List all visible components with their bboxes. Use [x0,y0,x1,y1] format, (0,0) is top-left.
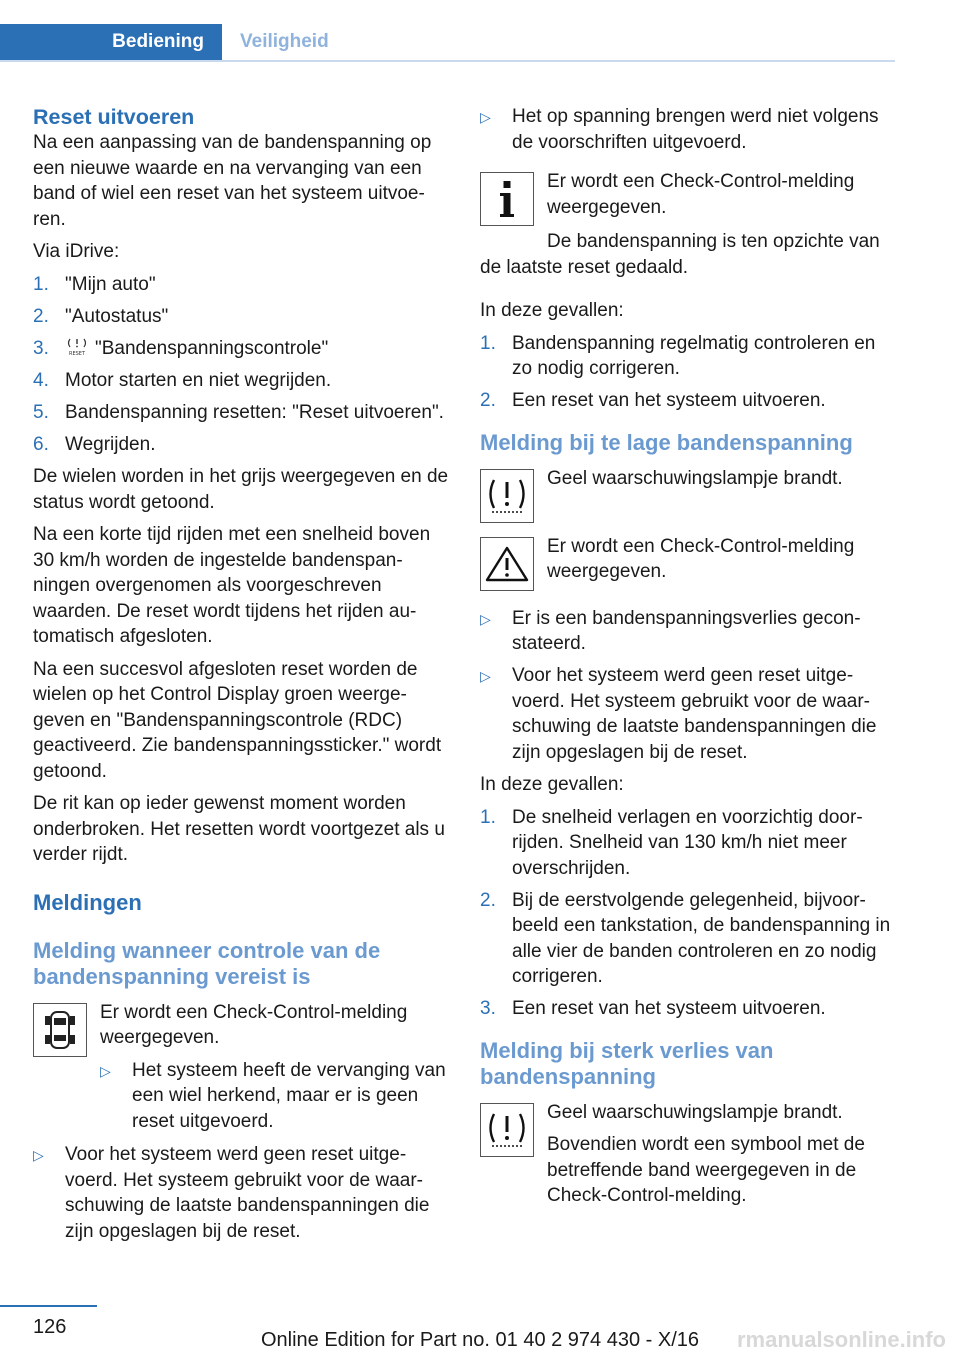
step-text: Bandenspanning resetten: "Reset uitvoeren". [65,401,444,423]
in-deze-gevallen-2: In deze gevallen: [480,774,624,795]
sterk-lamp-block [480,1100,896,1209]
step-text: Een reset van het systeem uitvoeren. [512,390,826,411]
paragraph-status: De wielen worden in het grijs weergegeven en de status wordt getoond. [33,466,449,513]
bullet-text: Voor het systeem werd geen reset uitgevoerd. Het systeem gebruikt voor de waarschuwing de laatste bandenspanningen die zijn opgeslagen bij de reset. [512,665,877,763]
list-item [33,368,449,394]
step-number: 2. [480,390,496,411]
sterk-symbol-text: Bovendien wordt een symbool met de betreffende band weergegeven in de Check-Control-melding. [547,1134,865,1206]
step-number: 3. [480,998,496,1019]
step-text: Wegrijden. [65,433,156,455]
step-text: Bandenspanning regelmatig controleren en zo nodig corrigeren. [512,332,876,379]
list-item [480,388,896,414]
warning-triangle-icon [480,537,534,591]
list-item [480,805,896,882]
tire-pressure-warning-icon [480,1103,534,1157]
edition-text: Online Edition for Part no. 01 40 2 974 430 - X/16 [260,1329,700,1351]
info-message: Er wordt een Check-Control-melding weergegeven. [547,171,855,218]
page-header [0,24,895,62]
tire-reset-icon [65,337,89,357]
page-number: 126 [33,1316,67,1338]
step-text: "Bandenspanningscontrole" [95,337,329,359]
list-item [100,1058,449,1135]
sterk-verlies-title: Melding bij sterk verlies van bandenspanning [480,1037,774,1089]
tire-pressure-warning-icon [480,469,534,523]
list-item [480,663,896,765]
step-number: 5. [33,401,49,423]
list-item [480,606,896,657]
lage-bullets [480,606,896,766]
tab-veiligheid[interactable]: Veiligheid [240,31,329,52]
step-text: Bij de eerstvolgende gelegenheid, bijvoorbeeld een tankstation, de bandenspanning in alle vier de banden controleren en zo nodig corrigeren. [512,889,891,987]
list-item [33,336,449,362]
triangle-bullet-icon: ▷ [100,1062,111,1079]
car-top-view-icon [33,1003,87,1057]
step-text: Motor starten en niet wegrijden. [65,369,332,391]
bullet-text: Het op spanning brengen werd niet volgens de voorschriften uitgevoerd. [512,106,879,153]
step-number: 2. [480,889,496,911]
paragraph-speed: Na een korte tijd rijden met een snelheid boven 30 km/h worden de ingestelde bandenspanningen overgenomen als voorgeschreven waarden. De reset wordt tijdens het rijden automatisch afgesloten. [33,524,431,647]
bullet-text: Er is een bandenspanningsverlies geconstateerd. [512,607,861,654]
step-number: 2. [33,305,49,327]
list-item [33,272,449,298]
lage-lamp-text: Geel waarschuwingslampje brandt. [547,467,843,489]
list-item [480,996,896,1022]
step-number: 3. [33,337,49,359]
triangle-bullet-icon: ▷ [33,1147,44,1163]
warning-lamp-block [480,466,896,526]
footer-divider [0,1305,97,1307]
steps-b [480,805,896,1022]
no-reset-bullet-list [33,1142,449,1244]
list-item [480,104,896,155]
step-number: 1. [33,273,49,295]
step-number: 1. [480,332,496,354]
info-pressure-dropped: De bandenspanning is ten opzichte van de laatste reset gedaald. [480,231,880,278]
step-text: "Autostatus" [65,305,169,327]
triangle-bullet-icon: ▷ [480,109,491,125]
car-icon-message: Er wordt een Check-Control-melding weergegeven. [100,1001,408,1048]
step-number: 6. [33,433,49,455]
step-text: De snelheid verlagen en voorzichtig doorrijden. Snelheid van 130 km/h niet meer overschrijden. [512,806,863,879]
warning-triangle-block [480,534,896,594]
triangle-bullet-icon: ▷ [480,668,491,684]
tab-bediening[interactable]: Bediening [0,24,222,60]
step-number: 1. [480,806,496,828]
list-item [480,331,896,382]
step-text-with-icon [65,336,449,362]
list-item [33,1142,449,1244]
list-item [33,432,449,458]
list-item [33,304,449,330]
bullet-text: Voor het systeem werd geen reset uitgevoerd. Het systeem gebruikt voor de waarschuwing de laatste bandenspanningen die zijn opgeslagen bij de reset. [65,1144,430,1242]
sterk-lamp-text: Geel waarschuwingslampje brandt. [547,1101,843,1123]
paragraph-interrupt: De rit kan op ieder gewenst moment worden onderbroken. Het resetten wordt voortgezet als u verder rijdt. [33,793,445,865]
step-number: 4. [33,369,49,391]
paragraph-success: Na een succesvol afgesloten reset worden de wielen op het Control Display groen weergegeven en "Bandenspanningscontrole (RDC) geactiveerd. Zie bandenspanningssticker." wordt getoond. [33,658,442,782]
lage-bandenspanning-title: Melding bij te lage bandenspanning [480,429,853,455]
car-icon-block [33,1000,449,1135]
info-icon [480,172,534,226]
watermark: rmanualsonline.info [736,1327,946,1352]
step-text: "Mijn auto" [65,273,156,295]
info-icon-block [480,169,896,229]
left-column [33,100,449,1251]
step-text: Een reset van het systeem uitvoeren. [512,998,826,1019]
steps-a [480,331,896,414]
bullet-text: Het systeem heeft de vervanging van een wiel herkend, maar er is geen reset uitgevoerd. [132,1059,446,1132]
triangle-bullet-icon: ▷ [480,610,491,627]
in-deze-gevallen-1: In deze gevallen: [480,300,624,321]
list-item [33,400,449,426]
spanning-bullet-list [480,104,896,155]
reset-steps [33,272,449,458]
reset-title: Reset uitvoeren [33,105,195,129]
right-column [480,104,896,1217]
via-idrive: Via iDrive: [33,241,120,262]
melding-controle-title: Melding wanneer controle van de bandenspanning vereist is [33,937,381,989]
reset-intro: Na een aanpassing van de bandenspanning op een nieuwe waarde en na vervanging van een band of wiel een reset van het systeem uitvoeren. [33,132,432,230]
header-divider [0,60,895,62]
list-item [480,888,896,990]
meldingen-title: Meldingen [33,889,142,915]
lage-cc-text: Er wordt een Check-Control-melding weergegeven. [547,535,855,582]
reset-icon-label: RESET [68,350,86,357]
